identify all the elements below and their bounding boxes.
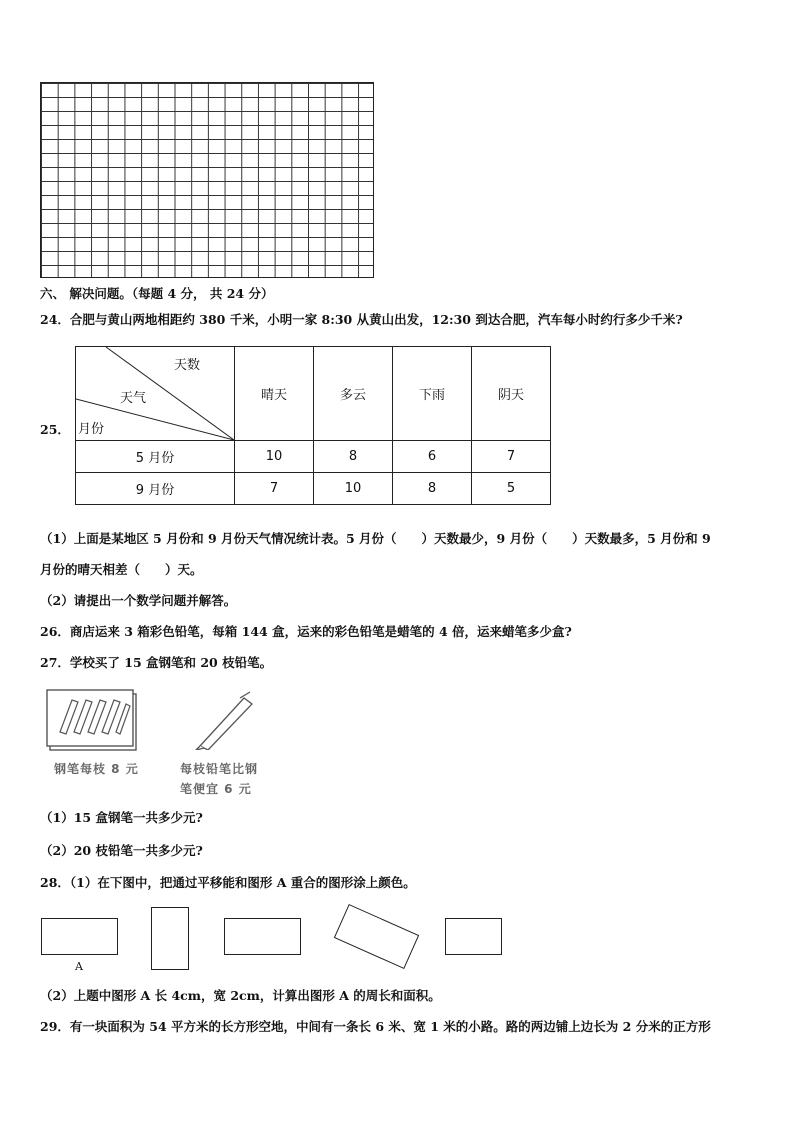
col-header: 阴天 [472,347,551,441]
question-24: 24．合肥与黄山两地相距约 380 千米，小明一家 8:30 从黄山出发，12:30 到达合肥，汽车每小时约行多少千米? [40,312,683,327]
header-weather: 天气 [120,391,147,406]
col-header: 下雨 [393,347,472,441]
table-cell: 10 [235,441,314,473]
shape-a[interactable] [41,918,118,955]
weather-table [75,346,551,505]
question-27: 27．学校买了 15 盒钢笔和 20 枝铅笔。 [40,655,273,670]
shape-translated[interactable] [224,918,301,955]
pen-box-illustration [46,688,142,754]
question-25-part2: （2）请提出一个数学问题并解答。 [40,593,237,608]
question-26: 26．商店运来 3 箱彩色铅笔，每箱 144 盒，运来的彩色铅笔是蜡笔的 4 倍，运来蜡笔多少盒? [40,624,572,639]
pen-price-caption: 钢笔每枝 8 元 [54,762,139,776]
table-cell: 6 [393,441,472,473]
header-month: 月份 [78,422,105,437]
table-cell: 8 [314,441,393,473]
question-25-number: 25． [40,422,70,437]
col-header: 多云 [314,347,393,441]
header-days: 天数 [174,358,201,373]
question-25-part1-line1: （1）上面是某地区 5 月份和 9 月份天气情况统计表。5 月份（ ）天数最少，9 月份（ ）天数最多，5 月份和 9 [40,531,711,546]
diagonal-header-cell [76,347,235,441]
pencil-caption-line2: 笔便宜 6 元 [180,782,252,796]
table-row [76,441,551,473]
shape-rotated[interactable] [334,904,419,969]
col-header: 晴天 [235,347,314,441]
pencil-illustration [192,690,262,750]
table-cell: 7 [235,473,314,505]
question-28: 28．（1）在下图中，把通过平移能和图形 A 重合的图形涂上颜色。 [40,875,416,890]
question-25-part1-line2: 月份的晴天相差（ ）天。 [40,562,203,577]
shape-a-label: A [75,960,83,973]
table-cell: 10 [314,473,393,505]
table-cell: 5 [472,473,551,505]
row-label: 5 月份 [76,441,235,473]
table-cell: 8 [393,473,472,505]
question-28-part2: （2）上题中图形 A 长 4cm，宽 2cm，计算出图形 A 的周长和面积。 [40,988,441,1003]
question-27-part2: （2）20 枝铅笔一共多少元? [40,843,203,858]
table-row [76,473,551,505]
question-27-part1: （1）15 盒钢笔一共多少元? [40,810,203,825]
grid-paper [40,82,374,278]
row-label: 9 月份 [76,473,235,505]
shape-small[interactable] [445,918,502,955]
shape-vertical[interactable] [151,907,189,970]
table-cell: 7 [472,441,551,473]
question-29: 29．有一块面积为 54 平方米的长方形空地，中间有一条长 6 米、宽 1 米的小路。路的两边铺上边长为 2 分米的正方形 [40,1019,711,1034]
section-title: 六、 解决问题。（每题 4 分， 共 24 分） [40,286,274,301]
pencil-caption-line1: 每枝铅笔比钢 [180,762,259,776]
